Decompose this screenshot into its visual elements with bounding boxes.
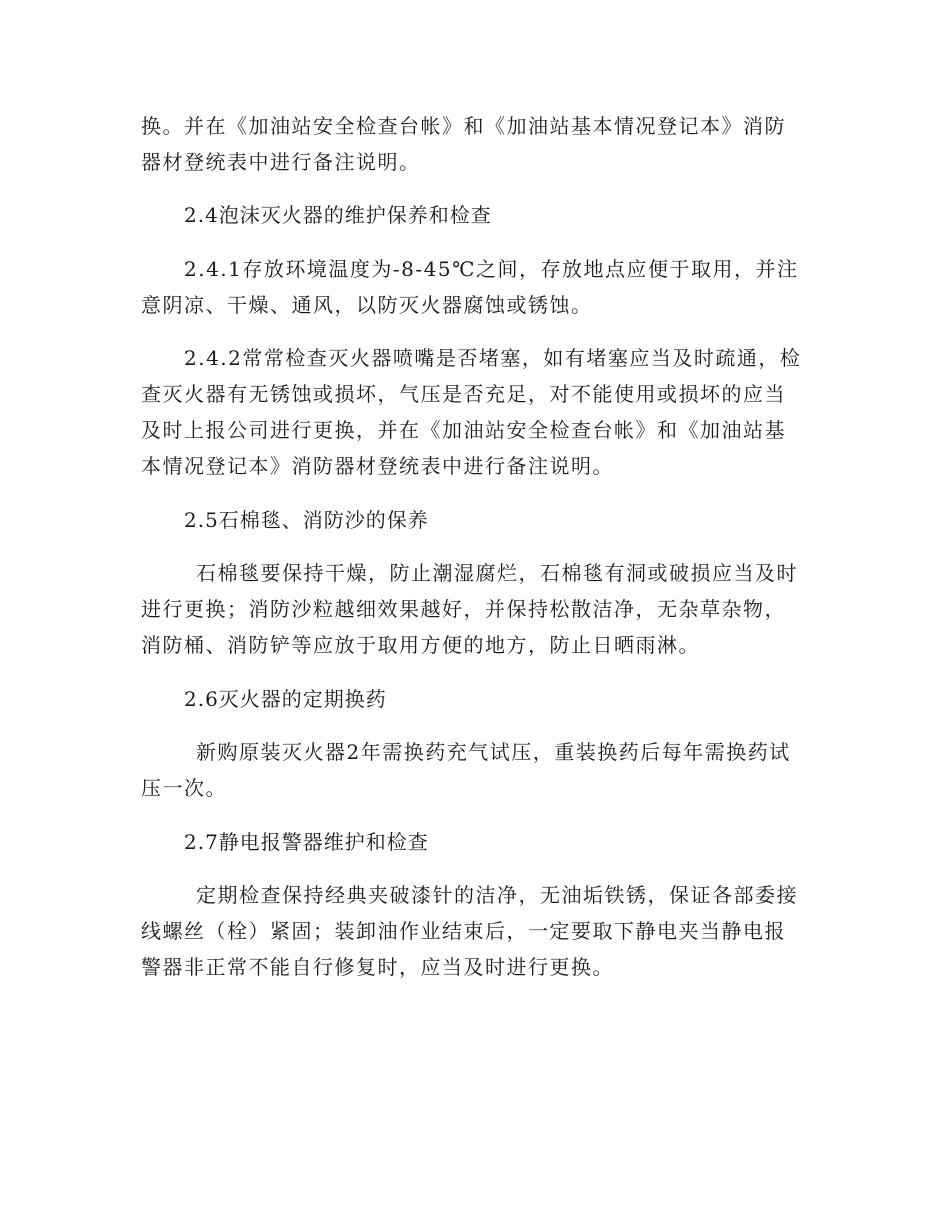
paragraph-line: 换。并在《加油站安全检查台帐》和《加油站基本情况登记本》消防 (141, 114, 786, 138)
paragraph-line: 及时上报公司进行更换，并在《加油站安全检查台帐》和《加油站基 (141, 418, 786, 442)
paragraph-line: 意阴凉、干燥、通风，以防灭火器腐蚀或锈蚀。 (141, 293, 593, 317)
section-heading-2-5: 2.5石棉毯、消防沙的保养 (184, 508, 429, 532)
section-heading-2-4: 2.4泡沫灭火器的维护保养和检查 (184, 203, 492, 227)
section-heading-2-7: 2.7静电报警器维护和检查 (184, 830, 429, 854)
paragraph-line: 定期检查保持经典夹破漆针的洁净，无油垢铁锈，保证各部委接 (196, 883, 798, 907)
paragraph-line: 器材登统表中进行备注说明。 (141, 150, 421, 174)
paragraph-line: 压一次。 (141, 776, 227, 800)
paragraph-line: 石棉毯要保持干燥，防止潮湿腐烂，石棉毯有洞或破损应当及时 (196, 561, 798, 585)
section-heading-2-6: 2.6灭火器的定期换药 (184, 687, 387, 711)
paragraph-line: 消防桶、消防铲等应放于取用方便的地方，防止日晒雨淋。 (141, 633, 700, 657)
paragraph-line: 进行更换；消防沙粒越细效果越好，并保持松散洁净，无杂草杂物， (141, 597, 786, 621)
paragraph-line: 2.4.2常常检查灭火器喷嘴是否堵塞，如有堵塞应当及时疏通，检 (184, 346, 802, 370)
paragraph-line: 线螺丝（栓）紧固；装卸油作业结束后，一定要取下静电夹当静电报 (141, 919, 786, 943)
paragraph-line: 新购原装灭火器2年需换药充气试压，重装换药后每年需换药试 (196, 740, 791, 764)
paragraph-line: 2.4.1存放环境温度为-8-45℃之间，存放地点应便于取用，并注 (184, 257, 799, 281)
paragraph-line: 警器非正常不能自行修复时，应当及时进行更换。 (141, 955, 614, 979)
paragraph-line: 本情况登记本》消防器材登统表中进行备注说明。 (141, 454, 614, 478)
paragraph-line: 查灭火器有无锈蚀或损坏，气压是否充足，对不能使用或损坏的应当 (141, 382, 786, 406)
